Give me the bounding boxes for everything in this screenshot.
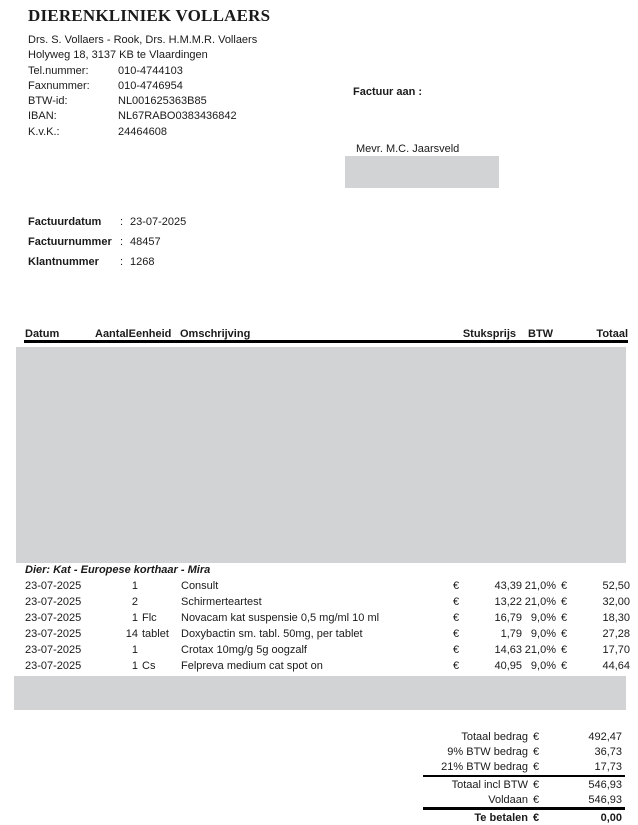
amount-due-label: Te betalen	[474, 812, 528, 824]
euro-sign: €	[533, 731, 540, 743]
total-row	[0, 731, 638, 745]
total-label: Totaal incl BTW	[451, 779, 528, 791]
total-label: Voldaan	[488, 794, 528, 806]
cell-datum: 23-07-2025	[25, 628, 82, 640]
detail-label: Tel.nummer:	[28, 64, 89, 77]
column-header-aantal-eenheid: AantalEenheid	[95, 328, 172, 340]
cell-eenheid: Flc	[142, 612, 157, 624]
cell-omschrijving: Novacam kat suspensie 0,5 mg/ml 10 ml	[181, 612, 380, 624]
cell-datum: 23-07-2025	[25, 660, 82, 672]
detail-label: BTW-id:	[28, 95, 68, 108]
cell-aantal: 14	[125, 628, 138, 640]
meta-value: 23-07-2025	[130, 216, 187, 228]
total-label: 9% BTW bedrag	[447, 746, 528, 758]
cell-btw: 9,0%	[530, 612, 556, 624]
euro-sign: €	[533, 794, 540, 806]
table-header-divider	[24, 340, 628, 343]
euro-sign: €	[453, 660, 460, 672]
billing-label: Factuur aan :	[353, 86, 423, 98]
cell-datum: 23-07-2025	[25, 580, 82, 592]
detail-label: Faxnummer:	[28, 79, 90, 92]
final-total-divider	[423, 807, 625, 810]
euro-sign: €	[561, 612, 568, 624]
euro-sign: €	[561, 660, 568, 672]
meta-separator: :	[120, 256, 124, 268]
cell-stuksprijs: 40,95	[494, 660, 522, 672]
cell-omschrijving: Crotax 10mg/g 5g oogzalf	[181, 644, 307, 656]
total-value: 546,93	[588, 779, 622, 791]
euro-sign: €	[533, 746, 540, 758]
clinic-detail-row	[28, 125, 270, 140]
table-row	[0, 628, 638, 642]
euro-sign: €	[533, 779, 540, 791]
amount-due-row	[0, 812, 638, 825]
meta-value: 48457	[130, 236, 161, 248]
total-row	[0, 761, 638, 775]
euro-sign: €	[561, 596, 568, 608]
cell-eenheid: tablet	[142, 628, 169, 640]
redacted-table-block	[16, 347, 626, 563]
clinic-doctors: Drs. S. Vollaers - Rook, Drs. H.M.M.R. Vollaers	[28, 34, 258, 46]
cell-totaal: 27,28	[602, 628, 630, 640]
cell-datum: 23-07-2025	[25, 612, 82, 624]
cell-omschrijving: Consult	[181, 580, 219, 592]
detail-value: NL001625363B85	[118, 95, 207, 108]
meta-separator: :	[120, 236, 124, 248]
redacted-table-block-lower	[14, 676, 626, 710]
cell-aantal: 1	[131, 644, 138, 656]
euro-sign: €	[453, 644, 460, 656]
cell-datum: 23-07-2025	[25, 596, 82, 608]
billing-recipient: Mevr. M.C. Jaarsveld	[356, 143, 460, 155]
invoice-meta-row	[28, 232, 186, 252]
clinic-name: DIERENKLINIEK VOLLAERS	[28, 6, 271, 25]
cell-totaal: 18,30	[602, 612, 630, 624]
column-header-omschrijving: Omschrijving	[180, 328, 251, 340]
meta-label: Factuurnummer	[28, 236, 112, 248]
total-row	[0, 746, 638, 760]
clinic-detail-row	[28, 79, 270, 94]
total-row	[0, 779, 638, 793]
cell-datum: 23-07-2025	[25, 644, 82, 656]
cell-stuksprijs: 43,39	[494, 580, 522, 592]
meta-value: 1268	[130, 256, 155, 268]
total-value: 36,73	[594, 746, 622, 758]
euro-sign: €	[533, 761, 540, 773]
total-value: 492,47	[588, 731, 622, 743]
detail-label: K.v.K.:	[28, 125, 60, 138]
detail-value: NL67RABO0383436842	[118, 110, 237, 123]
table-row	[0, 580, 638, 594]
clinic-detail-row	[28, 64, 270, 79]
cell-stuksprijs: 14,63	[494, 644, 522, 656]
cell-omschrijving: Doxybactin sm. tabl. 50mg, per tablet	[181, 628, 363, 640]
total-value: 546,93	[588, 794, 622, 806]
table-row	[0, 660, 638, 674]
redacted-address-box	[345, 156, 499, 188]
cell-btw: 9,0%	[530, 628, 556, 640]
euro-sign: €	[453, 596, 460, 608]
cell-eenheid: Cs	[142, 660, 156, 672]
euro-sign: €	[453, 612, 460, 624]
column-header-totaal: Totaal	[596, 328, 628, 340]
column-header-stuksprijs: Stuksprijs	[462, 328, 516, 340]
total-label: 21% BTW bedrag	[441, 761, 528, 773]
detail-value: 010-4746954	[118, 79, 183, 92]
clinic-header	[28, 6, 270, 140]
column-header-datum: Datum	[25, 328, 60, 340]
table-row	[0, 612, 638, 626]
meta-label: Klantnummer	[28, 256, 99, 268]
cell-btw: 21,0%	[524, 596, 556, 608]
table-row	[0, 644, 638, 658]
euro-sign: €	[561, 644, 568, 656]
totals-divider	[423, 775, 625, 777]
invoice-meta-row	[28, 212, 186, 232]
euro-sign: €	[453, 628, 460, 640]
table-row	[0, 596, 638, 610]
clinic-address: Holyweg 18, 3137 KB te Vlaardingen	[28, 49, 208, 62]
detail-label: IBAN:	[28, 110, 57, 123]
cell-aantal: 1	[131, 580, 138, 592]
amount-due-value: 0,00	[600, 812, 622, 824]
cell-totaal: 44,64	[602, 660, 630, 672]
cell-aantal: 2	[131, 596, 138, 608]
cell-aantal: 1	[131, 660, 138, 672]
cell-omschrijving: Schirmerteartest	[181, 596, 262, 608]
meta-separator: :	[120, 216, 124, 228]
cell-btw: 21,0%	[524, 644, 556, 656]
cell-stuksprijs: 13,22	[494, 596, 522, 608]
euro-sign: €	[561, 628, 568, 640]
column-header-btw: BTW	[528, 328, 554, 340]
detail-value: 010-4744103	[118, 64, 183, 77]
euro-sign: €	[533, 812, 540, 824]
clinic-detail-row	[28, 94, 270, 109]
cell-stuksprijs: 1,79	[500, 628, 522, 640]
cell-omschrijving: Felpreva medium cat spot on	[181, 660, 323, 672]
invoice-meta-row	[28, 252, 186, 272]
total-row	[0, 794, 638, 808]
cell-totaal: 17,70	[602, 644, 630, 656]
euro-sign: €	[561, 580, 568, 592]
meta-label: Factuurdatum	[28, 216, 102, 228]
cell-btw: 21,0%	[524, 580, 556, 592]
total-label: Totaal bedrag	[461, 731, 528, 743]
cell-aantal: 1	[131, 612, 138, 624]
detail-value: 24464608	[118, 125, 167, 138]
cell-totaal: 32,00	[602, 596, 630, 608]
invoice-meta	[28, 212, 186, 272]
cell-btw: 9,0%	[530, 660, 556, 672]
cell-stuksprijs: 16,79	[494, 612, 522, 624]
euro-sign: €	[453, 580, 460, 592]
total-value: 17,73	[594, 761, 622, 773]
cell-totaal: 52,50	[602, 580, 630, 592]
animal-group-title: Dier: Kat - Europese korthaar - Mira	[25, 564, 211, 576]
clinic-detail-row	[28, 109, 270, 124]
